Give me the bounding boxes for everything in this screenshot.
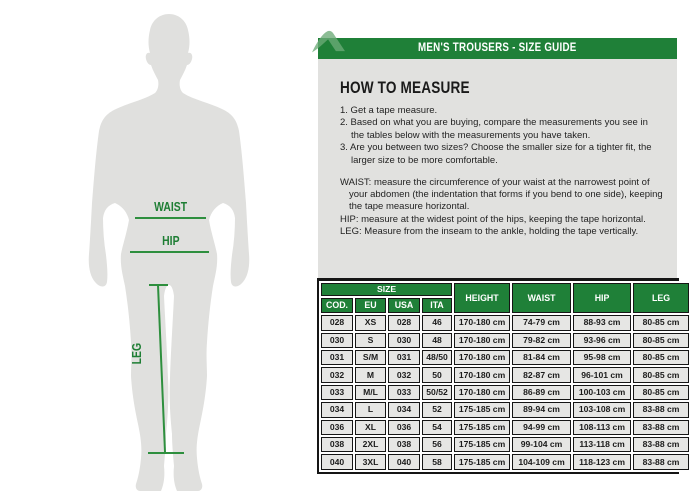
table-cell: 48/50	[422, 350, 452, 365]
table-cell: 2XL	[355, 437, 386, 452]
table-cell: 040	[388, 454, 420, 469]
table-cell: 108-113 cm	[573, 420, 631, 435]
table-cell: 034	[388, 402, 420, 417]
table-cell: 031	[321, 350, 353, 365]
table-cell: 036	[321, 420, 353, 435]
table-cell: 95-98 cm	[573, 350, 631, 365]
table-cell: 80-85 cm	[633, 315, 689, 330]
table-row	[321, 315, 689, 330]
column-header-ita: ITA	[422, 298, 452, 313]
table-cell: 032	[321, 367, 353, 382]
table-cell: 103-108 cm	[573, 402, 631, 417]
table-row	[321, 367, 689, 382]
instruction-list	[340, 105, 663, 167]
table-cell: 50/52	[422, 385, 452, 400]
table-cell: 99-104 cm	[512, 437, 571, 452]
table-cell: S/M	[355, 350, 386, 365]
table-row	[321, 420, 689, 435]
size-table-container	[317, 278, 679, 474]
table-cell: 83-88 cm	[633, 402, 689, 417]
table-cell: 79-82 cm	[512, 333, 571, 348]
column-header-cod: COD.	[321, 298, 353, 313]
table-cell: 170-180 cm	[454, 385, 510, 400]
table-cell: 113-118 cm	[573, 437, 631, 452]
table-cell: M	[355, 367, 386, 382]
instruction-item: 3. Are you between two sizes? Choose the smaller size for a tighter fit, the larger size to be more comfortable.	[340, 142, 652, 166]
table-cell: 74-79 cm	[512, 315, 571, 330]
table-row	[321, 454, 689, 469]
column-header-hip: HIP	[573, 283, 631, 313]
table-cell: 033	[321, 385, 353, 400]
table-cell: 170-180 cm	[454, 315, 510, 330]
table-cell: 038	[321, 437, 353, 452]
table-cell: 3XL	[355, 454, 386, 469]
table-cell: 028	[388, 315, 420, 330]
table-cell: 54	[422, 420, 452, 435]
table-cell: 94-99 cm	[512, 420, 571, 435]
table-cell: 46	[422, 315, 452, 330]
table-cell: 032	[388, 367, 420, 382]
waist-label: WAIST	[154, 199, 188, 214]
table-cell: 038	[388, 437, 420, 452]
table-cell: S	[355, 333, 386, 348]
table-cell: 170-180 cm	[454, 367, 510, 382]
table-cell: 50	[422, 367, 452, 382]
column-header-leg: LEG	[633, 283, 689, 313]
table-cell: 83-88 cm	[633, 454, 689, 469]
table-cell: 104-109 cm	[512, 454, 571, 469]
title-bar	[318, 38, 677, 59]
measure-note: WAIST: measure the circumference of your waist at the narrowest point of your abdomen (the indentation that forms if you bend to one side), keeping the tape measure horizontal.	[340, 177, 663, 213]
table-cell: 96-101 cm	[573, 367, 631, 382]
table-cell: 88-93 cm	[573, 315, 631, 330]
instruction-item: 1. Get a tape measure.	[340, 105, 438, 116]
column-header-height: HEIGHT	[454, 283, 510, 313]
table-cell: M/L	[355, 385, 386, 400]
table-cell: 033	[388, 385, 420, 400]
table-cell: 175-185 cm	[454, 402, 510, 417]
table-cell: 52	[422, 402, 452, 417]
measure-note: LEG: Measure from the inseam to the ankle, holding the tape vertically.	[340, 225, 639, 237]
measure-note: HIP: measure at the widest point of the hips, keeping the tape horizontal.	[340, 213, 646, 225]
table-cell: 170-180 cm	[454, 333, 510, 348]
column-header-usa: USA	[388, 298, 420, 313]
table-cell: 040	[321, 454, 353, 469]
howto-heading: HOW TO MEASURE	[340, 78, 470, 97]
table-cell: 034	[321, 402, 353, 417]
table-cell: 58	[422, 454, 452, 469]
table-cell: 82-87 cm	[512, 367, 571, 382]
table-cell: 93-96 cm	[573, 333, 631, 348]
table-cell: 028	[321, 315, 353, 330]
table-cell: 80-85 cm	[633, 350, 689, 365]
table-row	[321, 402, 689, 417]
table-cell: 175-185 cm	[454, 437, 510, 452]
table-cell: 118-123 cm	[573, 454, 631, 469]
table-cell: 80-85 cm	[633, 333, 689, 348]
column-header-eu: EU	[355, 298, 386, 313]
table-cell: 81-84 cm	[512, 350, 571, 365]
table-cell: 80-85 cm	[633, 385, 689, 400]
table-cell: 86-89 cm	[512, 385, 571, 400]
table-row	[321, 350, 689, 365]
table-cell: 80-85 cm	[633, 367, 689, 382]
table-cell: 48	[422, 333, 452, 348]
table-cell: 100-103 cm	[573, 385, 631, 400]
table-cell: L	[355, 402, 386, 417]
table-cell: 83-88 cm	[633, 437, 689, 452]
table-cell: XS	[355, 315, 386, 330]
table-cell: 83-88 cm	[633, 420, 689, 435]
table-cell: 89-94 cm	[512, 402, 571, 417]
hip-label: HIP	[162, 233, 180, 248]
table-row	[321, 385, 689, 400]
table-row	[321, 333, 689, 348]
table-cell: 175-185 cm	[454, 420, 510, 435]
table-cell: 030	[321, 333, 353, 348]
table-cell: 56	[422, 437, 452, 452]
table-cell: XL	[355, 420, 386, 435]
table-cell: 031	[388, 350, 420, 365]
measure-notes	[340, 177, 663, 238]
table-cell: 170-180 cm	[454, 350, 510, 365]
table-cell: 175-185 cm	[454, 454, 510, 469]
brand-logo-icon	[311, 29, 346, 55]
instruction-item: 2. Based on what you are buying, compare the measurements you see in the tables below with the measurements you have taken.	[340, 117, 648, 141]
page-title: MEN'S TROUSERS - SIZE GUIDE	[418, 42, 577, 54]
table-group-header-row	[321, 283, 689, 296]
leg-label: LEG	[129, 343, 144, 365]
size-group-header: SIZE	[321, 283, 452, 296]
size-table	[319, 281, 691, 472]
column-header-waist: WAIST	[512, 283, 571, 313]
table-cell: 036	[388, 420, 420, 435]
table-row	[321, 437, 689, 452]
table-cell: 030	[388, 333, 420, 348]
